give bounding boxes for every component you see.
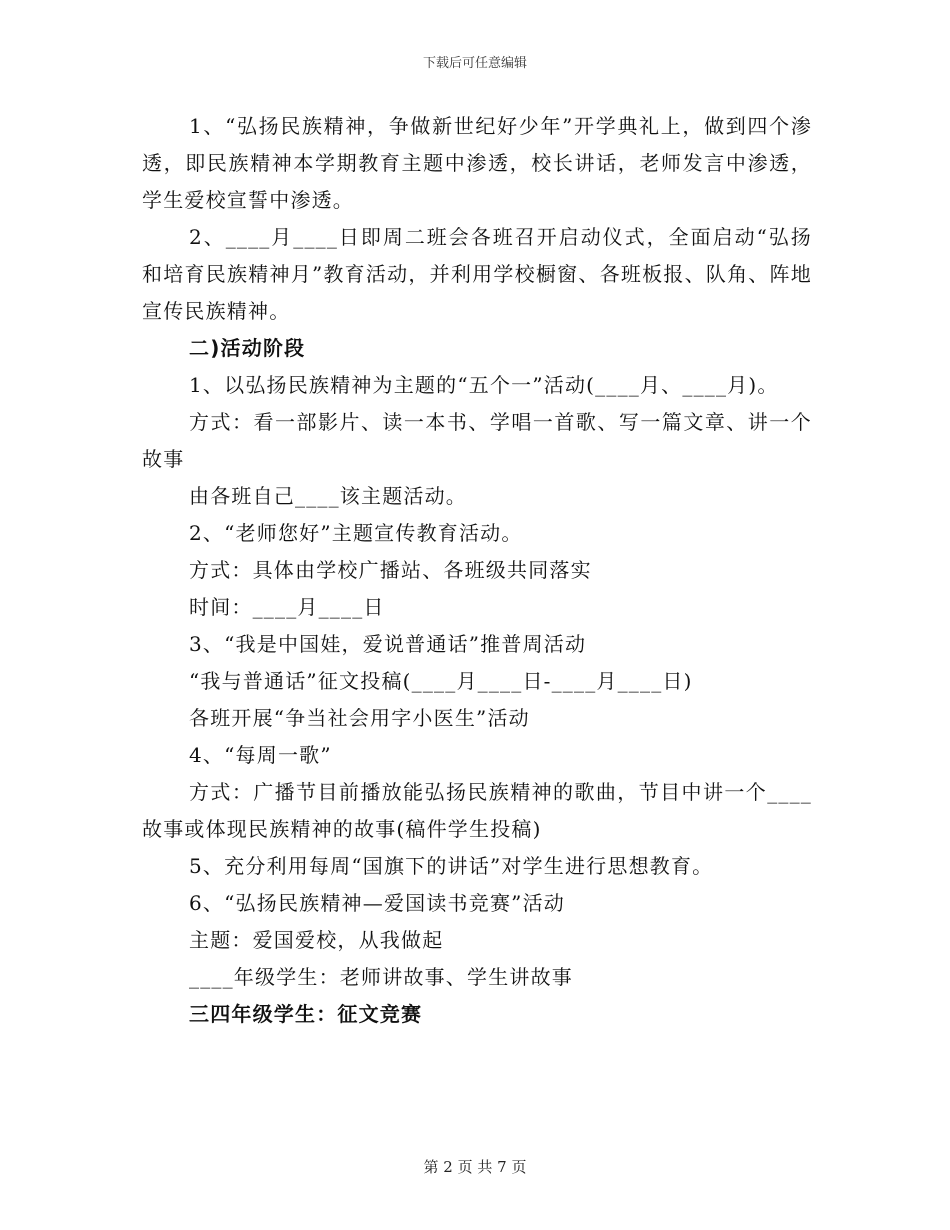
paragraph-7: 2、“老师您好”主题宣传教育活动。 [189,521,523,545]
paragraph-2: 2、____月____日即周二班会各班召开启动仪式，全面启动“弘扬和培育民族精神月”教育活动，并利用学校橱窗、各班板报、队角、阵地宣传民族精神。 [142,225,812,323]
paragraph-14: 方式：广播节目前播放能弘扬民族精神的歌曲，节目中讲一个____故事或体现民族精神的故事(稿件学生投稿) [142,780,812,841]
paragraph-15: 5、充分利用每周“国旗下的讲话”对学生进行思想教育。 [189,854,714,878]
paragraph-12: 各班开展“争当社会用字小医生”活动 [189,706,530,730]
paragraph-1: 1、“弘扬民族精神，争做新世纪好少年”开学典礼上，做到四个渗透，即民族精神本学期教育主题中渗透，校长讲话，老师发言中渗透，学生爱校宣誓中渗透。 [142,114,812,212]
paragraph-13: 4、“每周一歌” [189,743,332,767]
paragraph-4: 1、以弘扬民族精神为主题的“五个一”活动(____月、____月)。 [189,373,779,397]
paragraph-16: 6、“弘扬民族精神—爱国读书竞赛”活动 [189,891,565,915]
paragraph-6: 由各班自己____该主题活动。 [189,484,467,508]
paragraph-9: 时间：____月____日 [189,595,385,619]
paragraph-8: 方式：具体由学校广播站、各班级共同落实 [189,558,592,582]
paragraph-17: 主题：爱国爱校，从我做起 [189,928,444,952]
paragraph-18: ____年级学生：老师讲故事、学生讲故事 [189,965,573,989]
paragraph-11: “我与普通话”征文投稿(____月____日-____月____日) [189,669,693,693]
section-heading-activity-stage: 二)活动阶段 [189,336,306,360]
page-header: 下载后可任意编辑 [422,56,527,71]
paragraph-5: 方式：看一部影片、读一本书、学唱一首歌、写一篇文章、讲一个故事 [142,410,812,471]
document-body [142,108,812,1033]
page-footer: 第 2 页 共 7 页 [423,1158,527,1176]
section-heading-essay-contest: 三四年级学生：征文竞赛 [189,1002,423,1026]
paragraph-10: 3、“我是中国娃，爱说普通话”推普周活动 [189,632,587,656]
